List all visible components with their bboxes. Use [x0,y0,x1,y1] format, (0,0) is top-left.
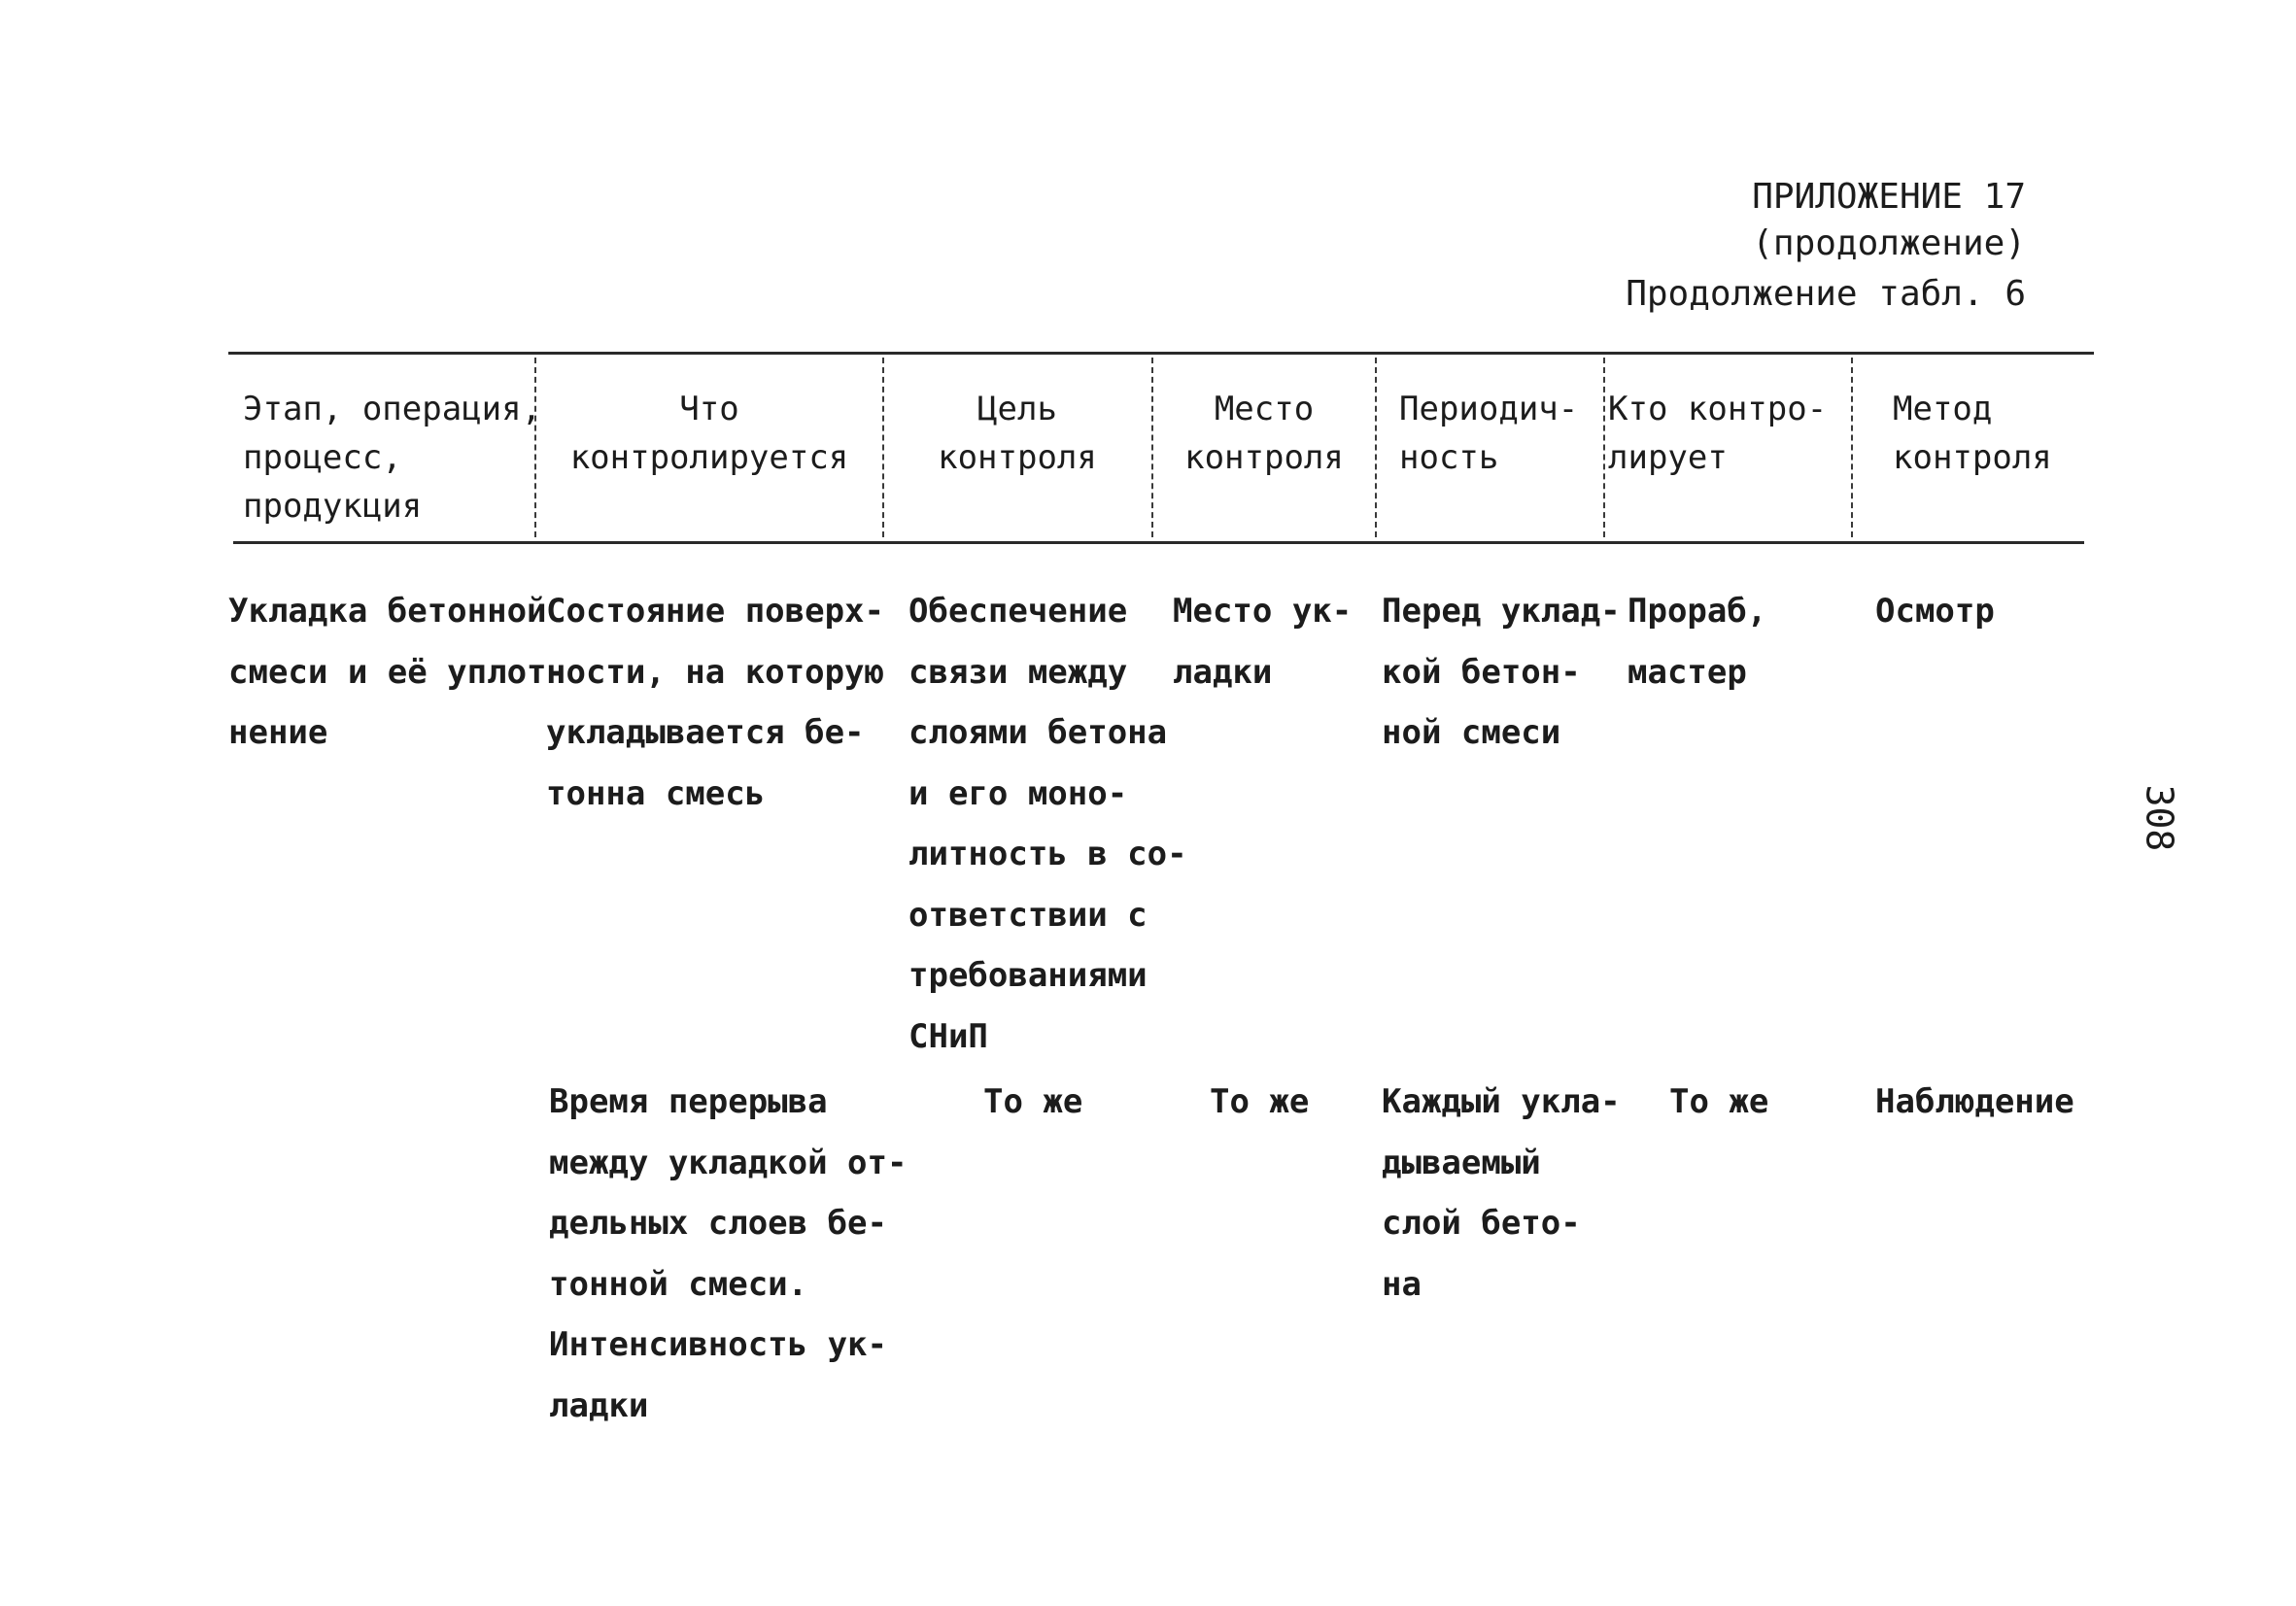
table-cell: Перед уклад- кой бетон- ной смеси [1382,592,1621,752]
table-cell: Обеспечение связи между слоями бетона и его моно- литность в со- ответствии с требованиями СНиП [908,592,1187,1056]
header-bottom-rule [233,541,2084,544]
column-header-method: Метод контроля [1893,390,2052,477]
column-divider [1851,358,1853,537]
appendix-title: ПРИЛОЖЕНИЕ 17 [1752,177,2026,217]
table-cell: То же [1210,1082,1310,1121]
column-header-goal: Цель контроля [938,390,1097,477]
column-header-place: Место контроля [1184,390,1344,477]
table-reference: Продолжение табл. 6 [1626,274,2026,314]
page-number: 308 [2138,784,2181,852]
table-cell: Прораб, мастер [1628,592,1767,692]
table-cell: Укладка бетонной смеси и её уплот- нение [228,592,566,752]
table-cell: Наблюдение [1875,1082,2074,1121]
table-cell: Состояние поверх- ности, на которую укладывается бе- тонна смесь [546,592,884,813]
appendix-continuation: (продолжение) [1752,223,2026,263]
table-cell: То же [1669,1082,1769,1121]
table-cell: Место ук- ладки [1173,592,1353,692]
column-header-who: Кто контро- лирует [1608,390,1828,477]
column-divider [1151,358,1153,537]
column-divider [882,358,884,537]
table-cell: Каждый укла- дываемый слой бето- на [1382,1082,1621,1304]
table-cell: Время перерыва между укладкой от- дельных слоев бе- тонной смеси. Интенсивность ук- ладки [549,1082,908,1425]
table-cell: То же [983,1082,1083,1121]
column-header-stage: Этап, операция, процесс, продукция [243,390,542,526]
column-divider [1603,358,1605,537]
table-cell: Осмотр [1875,592,1995,631]
column-header-what: Что контролируется [569,390,849,477]
table-top-rule [228,352,2094,355]
column-divider [1375,358,1377,537]
column-header-frequency: Периодич- ность [1399,390,1579,477]
